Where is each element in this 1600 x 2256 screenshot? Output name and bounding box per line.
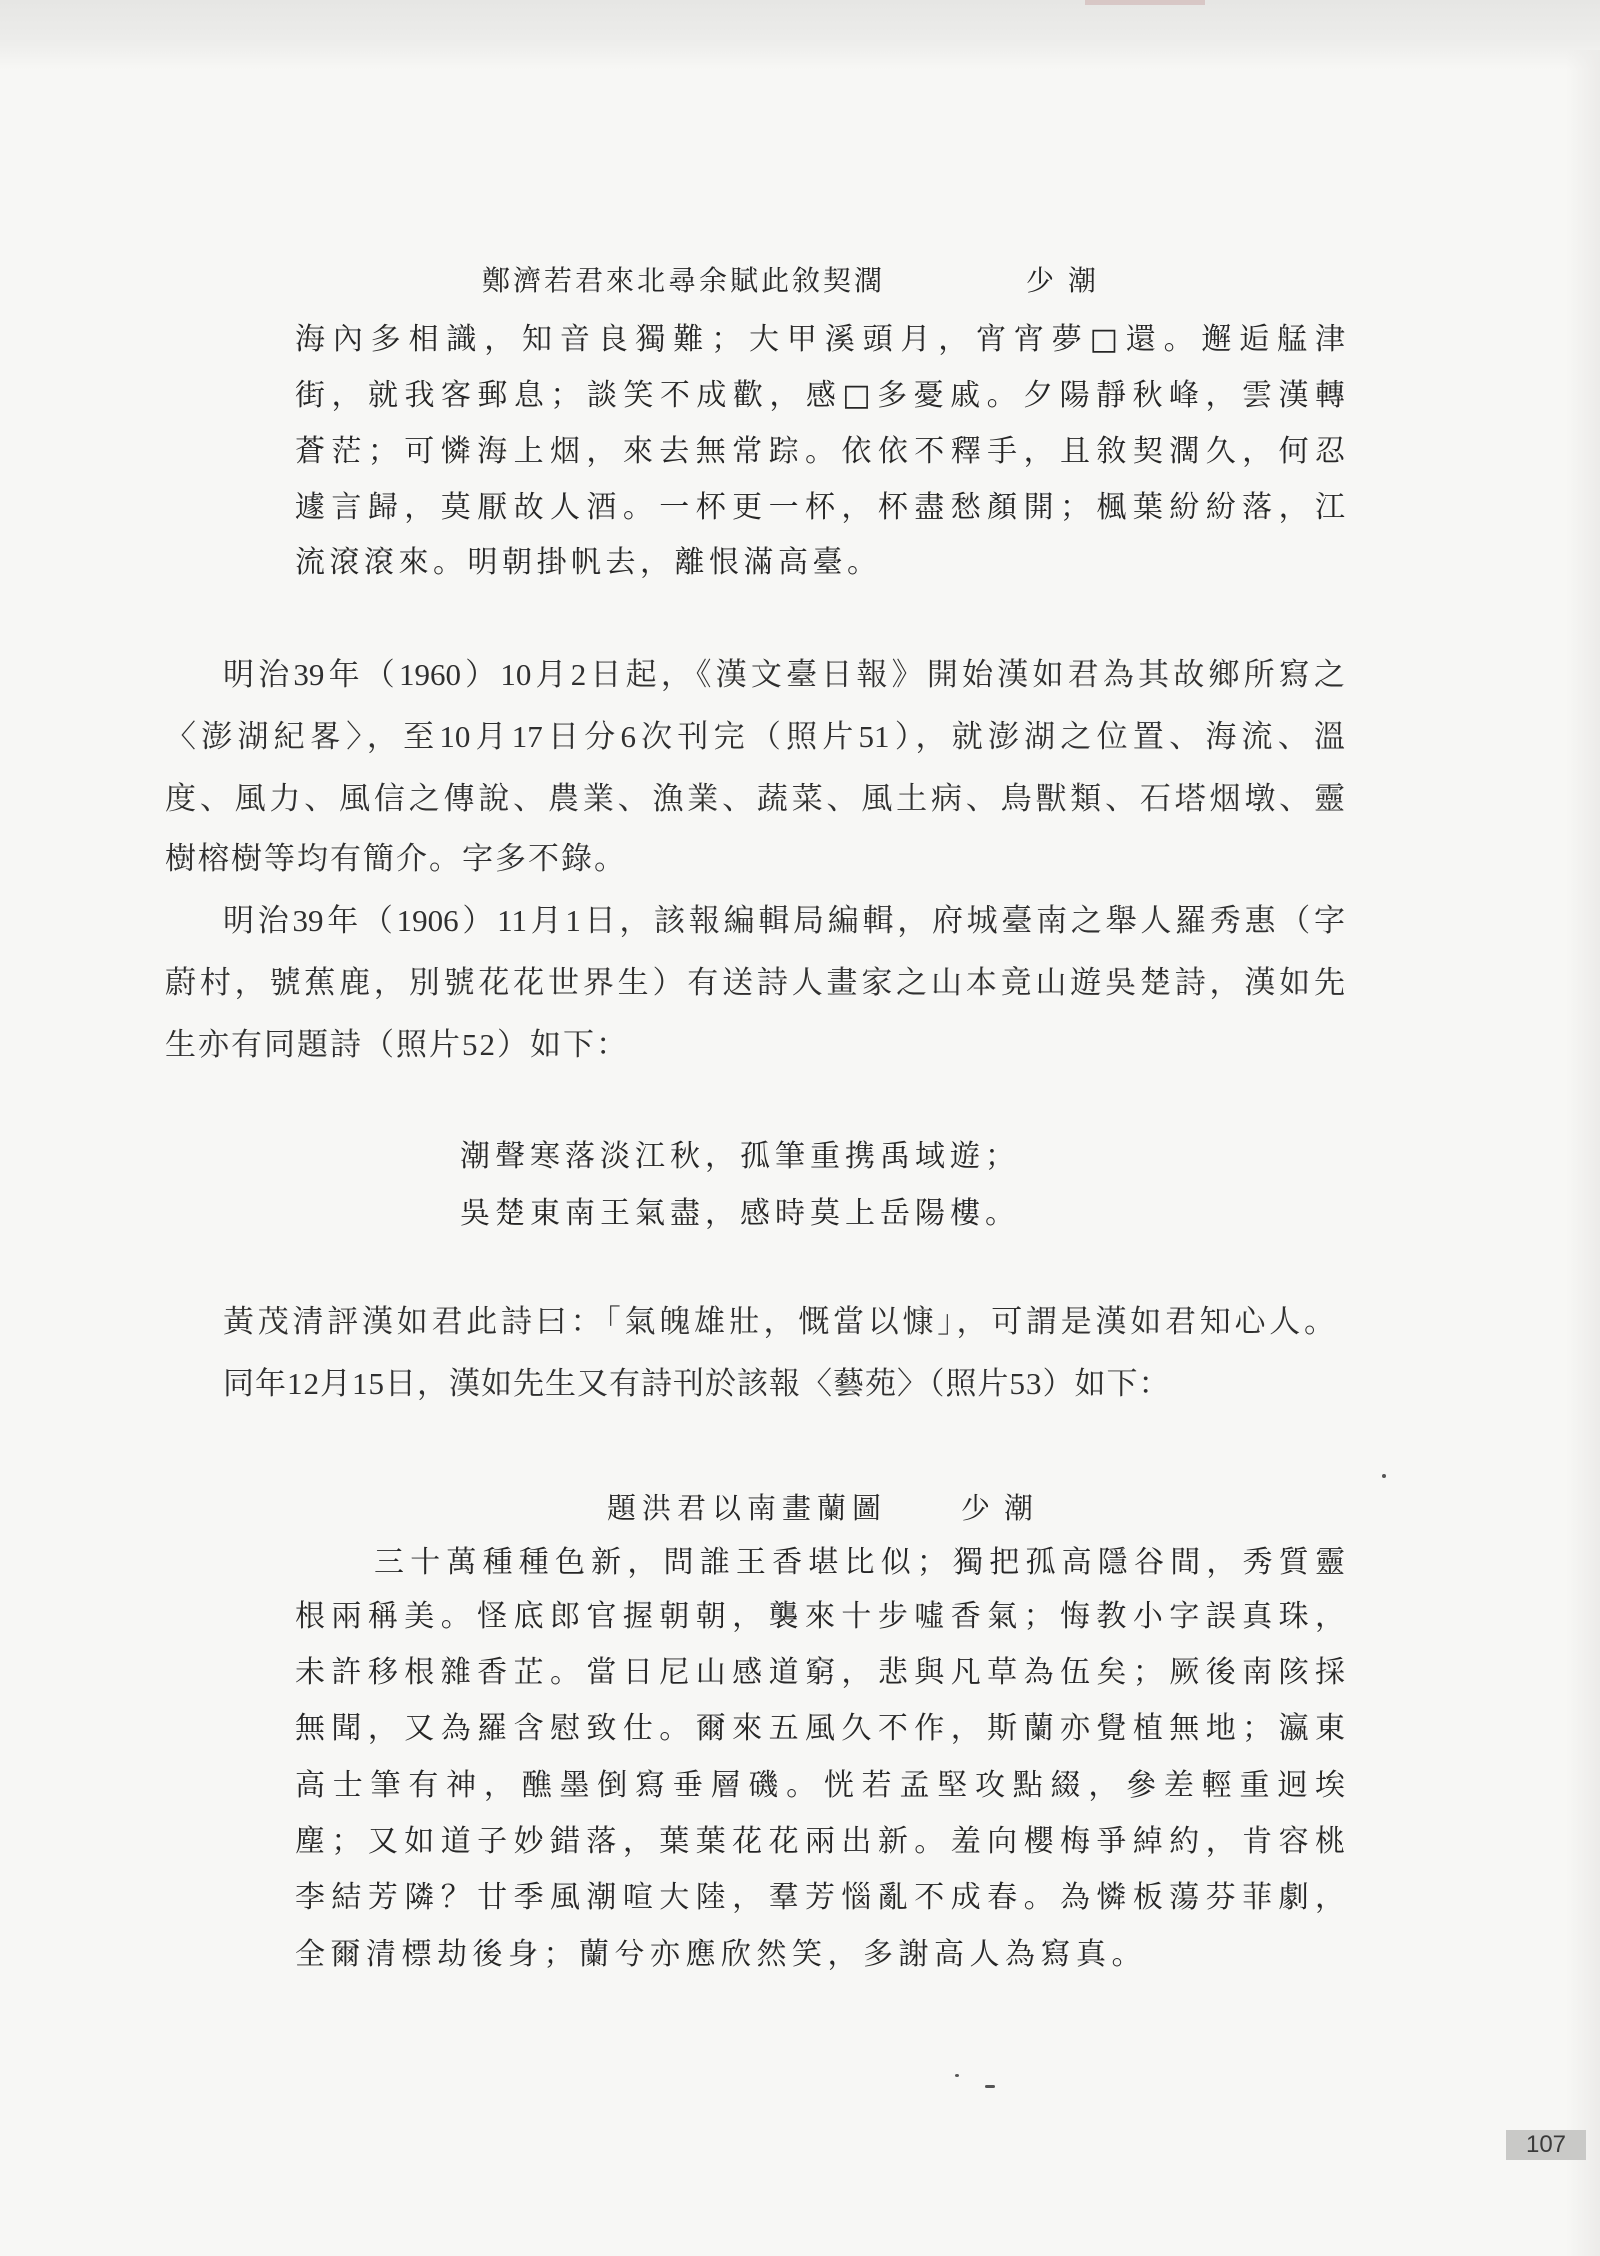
page-number: 107 bbox=[1506, 2130, 1586, 2160]
poem-3-line: 塵；又如道子妙錯落，葉葉花花兩出新。羞向櫻梅爭綽約，肯容桃 bbox=[295, 1824, 1345, 1859]
paragraph-line: 黃茂清評漢如君此詩曰：「氣魄雄壯，慨當以慷」，可謂是漢如君知心人。 bbox=[223, 1304, 1335, 1339]
scan-speck bbox=[985, 2085, 995, 2088]
poem-3-title: 題洪君以南畫蘭圖 bbox=[607, 1491, 888, 1525]
poem-2-line: 吳楚東南王氣盡，感時莫上岳陽樓。 bbox=[460, 1196, 1020, 1231]
paragraph-line: 生亦有同題詩（照片52）如下： bbox=[165, 1027, 629, 1062]
poem-2-line: 潮聲寒落淡江秋，孤筆重携禹域遊； bbox=[460, 1139, 1020, 1174]
paragraph-line: 度、風力、風信之傳說、農業、漁業、蔬菜、風土病、鳥獸類、石塔烟墩、靈 bbox=[165, 781, 1345, 816]
poem-3-line: 三十萬種種色新，問誰王香堪比似；獨把孤高隱谷間，秀質靈 bbox=[374, 1545, 1345, 1580]
poem-3-line: 全爾清標劫後身；蘭兮亦應欣然笑，多謝高人為寫真。 bbox=[295, 1937, 1147, 1972]
poem-1-author: 少潮 bbox=[1026, 264, 1111, 297]
poem-1-line: 蒼茫；可憐海上烟，來去無常踪。依依不釋手，且敘契濶久，何忍 bbox=[295, 434, 1345, 469]
poem-3-line: 無聞，又為羅含慰致仕。爾來五風久不作，斯蘭亦覺植無地；瀛東 bbox=[295, 1711, 1345, 1746]
scan-right-shadow bbox=[1566, 50, 1600, 2256]
paragraph-line: 明治39年（1960）10月2日起，《漢文臺日報》開始漢如君為其故鄉所寫之 bbox=[223, 657, 1345, 692]
poem-1-line: 街，就我客郵息；談笑不成歡，感□多憂戚。夕陽靜秋峰，雲漢轉 bbox=[295, 378, 1345, 413]
poem-3-author: 少潮 bbox=[961, 1491, 1048, 1525]
scan-speck bbox=[1382, 1474, 1386, 1478]
paragraph-line: 樹榕樹等均有簡介。字多不錄。 bbox=[165, 841, 627, 876]
poem-3-line: 根兩稱美。怪底郎官握朝朝，襲來十步噓香氣；悔教小字誤真珠， bbox=[295, 1599, 1345, 1634]
paragraph-line: 蔚村，號蕉鹿，別號花花世界生）有送詩人畫家之山本竟山遊吳楚詩，漢如先 bbox=[165, 965, 1345, 1000]
poem-1-line: 遽言歸，莫厭故人酒。一杯更一杯，杯盡愁顏開；楓葉紛紛落，江 bbox=[295, 490, 1345, 525]
poem-3-line: 高士筆有神，醮墨倒寫垂層磯。恍若孟堅攻點綴，參差輕重迥埃 bbox=[295, 1768, 1345, 1803]
scan-top-shadow bbox=[0, 0, 1600, 70]
paragraph-line: 同年12月15日，漢如先生又有詩刊於該報〈藝苑〉（照片53）如下： bbox=[223, 1366, 1171, 1401]
paragraph-line: 明治39年（1906）11月1日，該報編輯局編輯，府城臺南之舉人羅秀惠（字 bbox=[223, 903, 1345, 938]
poem-1-line: 流滾滾來。明朝掛帆去，離恨滿高臺。 bbox=[295, 545, 882, 580]
poem-1-line: 海內多相識，知音良獨難；大甲溪頭月，宵宵夢□還。邂逅艋津 bbox=[295, 322, 1345, 357]
scan-top-mark bbox=[1085, 0, 1205, 5]
paragraph-line: 〈澎湖紀畧〉，至10月17日分6次刊完（照片51），就澎湖之位置、海流、溫 bbox=[165, 719, 1345, 754]
scan-speck bbox=[955, 2074, 959, 2077]
poem-3-line: 未許移根雜香芷。當日尼山感道窮，悲與凡草為伍矣；厥後南陔採 bbox=[295, 1655, 1345, 1690]
poem-1-title: 鄭濟若君來北尋余賦此敘契濶 bbox=[482, 264, 886, 297]
poem-3-line: 李結芳隣？廿季風潮喧大陸，羣芳惱亂不成春。為憐板蕩芬菲劇， bbox=[295, 1880, 1345, 1915]
